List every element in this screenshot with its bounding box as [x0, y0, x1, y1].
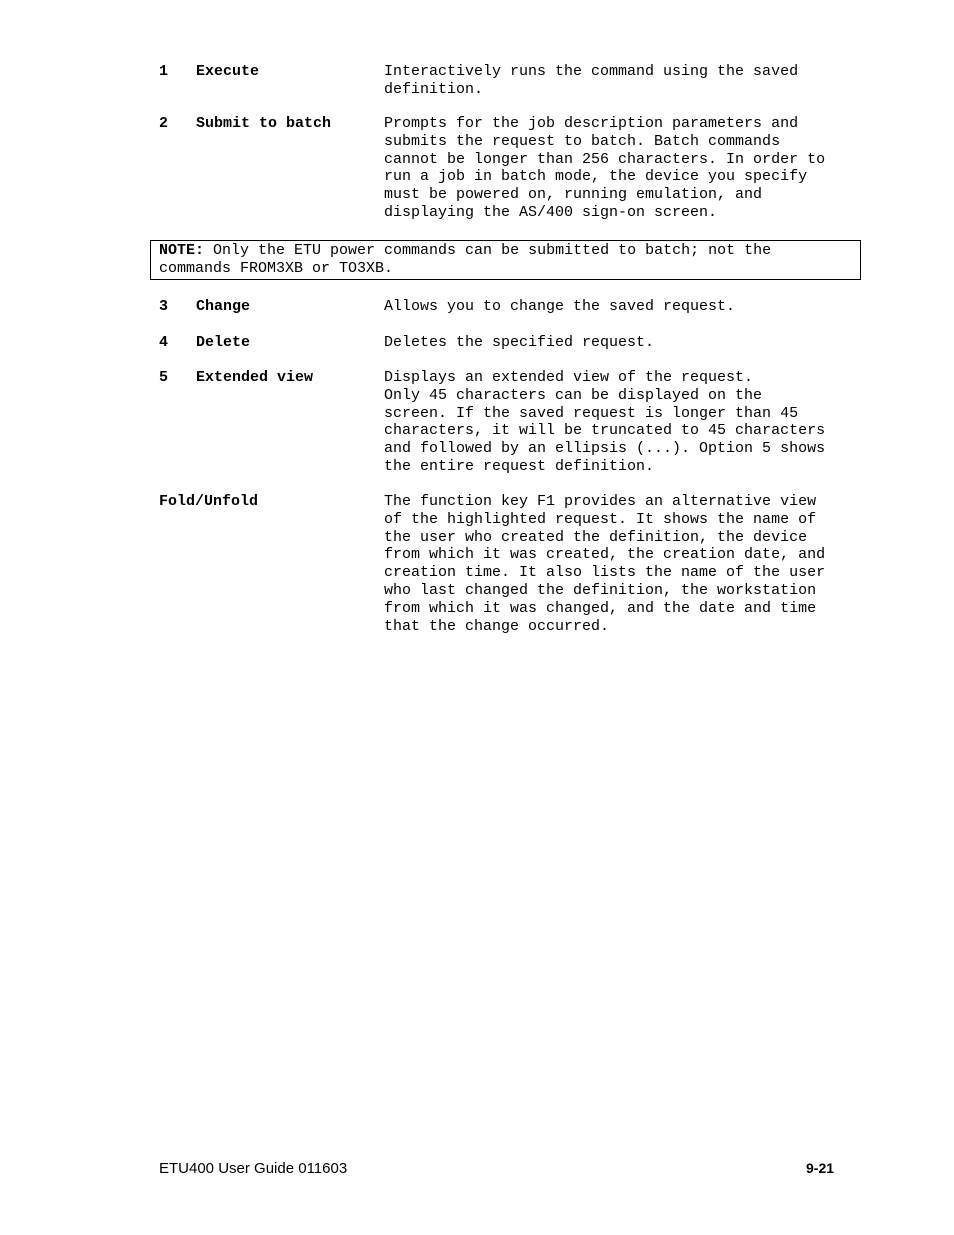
note-label: NOTE: — [159, 242, 205, 259]
option-number: 1 — [159, 63, 169, 80]
option-label: Delete — [196, 334, 251, 351]
footer-page-number: 9-21 — [806, 1160, 835, 1176]
option-label: Execute — [196, 63, 260, 80]
option-label: Fold/Unfold — [159, 493, 259, 510]
option-number: 2 — [159, 115, 169, 132]
option-description: The function key F1 provides an alternative view of the highlighted request. It shows the name of the user who created the definition, the device from which it was created, the creation date, and creation time. It also lists the name of the user who last changed the definition, the workstation from which it was changed, and the date and time that the change occurred. — [384, 493, 826, 635]
note-text-line2: commands FROM3XB or TO3XB. — [159, 259, 394, 277]
option-description: Deletes the specified request. — [384, 334, 655, 351]
option-description: Displays an extended view of the request. Only 45 characters can be displayed on the screen. If the saved request is longer than 45 characters, it will be truncated to 45 characters and followed by an ellipsis (...). Option 5 shows the entire request definition. — [384, 369, 826, 475]
option-description: Allows you to change the saved request. — [384, 298, 736, 315]
option-number: 4 — [159, 334, 169, 351]
option-description: Prompts for the job description parameters and submits the request to batch. Batch commands cannot be longer than 256 characters. In order to run a job in batch mode, the device you specify must be powered on, running emulation, and displaying the AS/400 sign-on screen. — [384, 115, 826, 221]
footer-doc-title: ETU400 User Guide 011603 — [159, 1160, 348, 1177]
option-description: Interactively runs the command using the saved definition. — [384, 63, 799, 98]
note-text-line1: Only the ETU power commands can be submitted to batch; not the — [204, 242, 772, 259]
option-number: 3 — [159, 298, 169, 315]
option-label: Extended view — [196, 369, 314, 386]
note-box — [150, 240, 861, 280]
option-number: 5 — [159, 369, 169, 386]
option-label: Submit to batch — [196, 115, 332, 132]
option-label: Change — [196, 298, 251, 315]
